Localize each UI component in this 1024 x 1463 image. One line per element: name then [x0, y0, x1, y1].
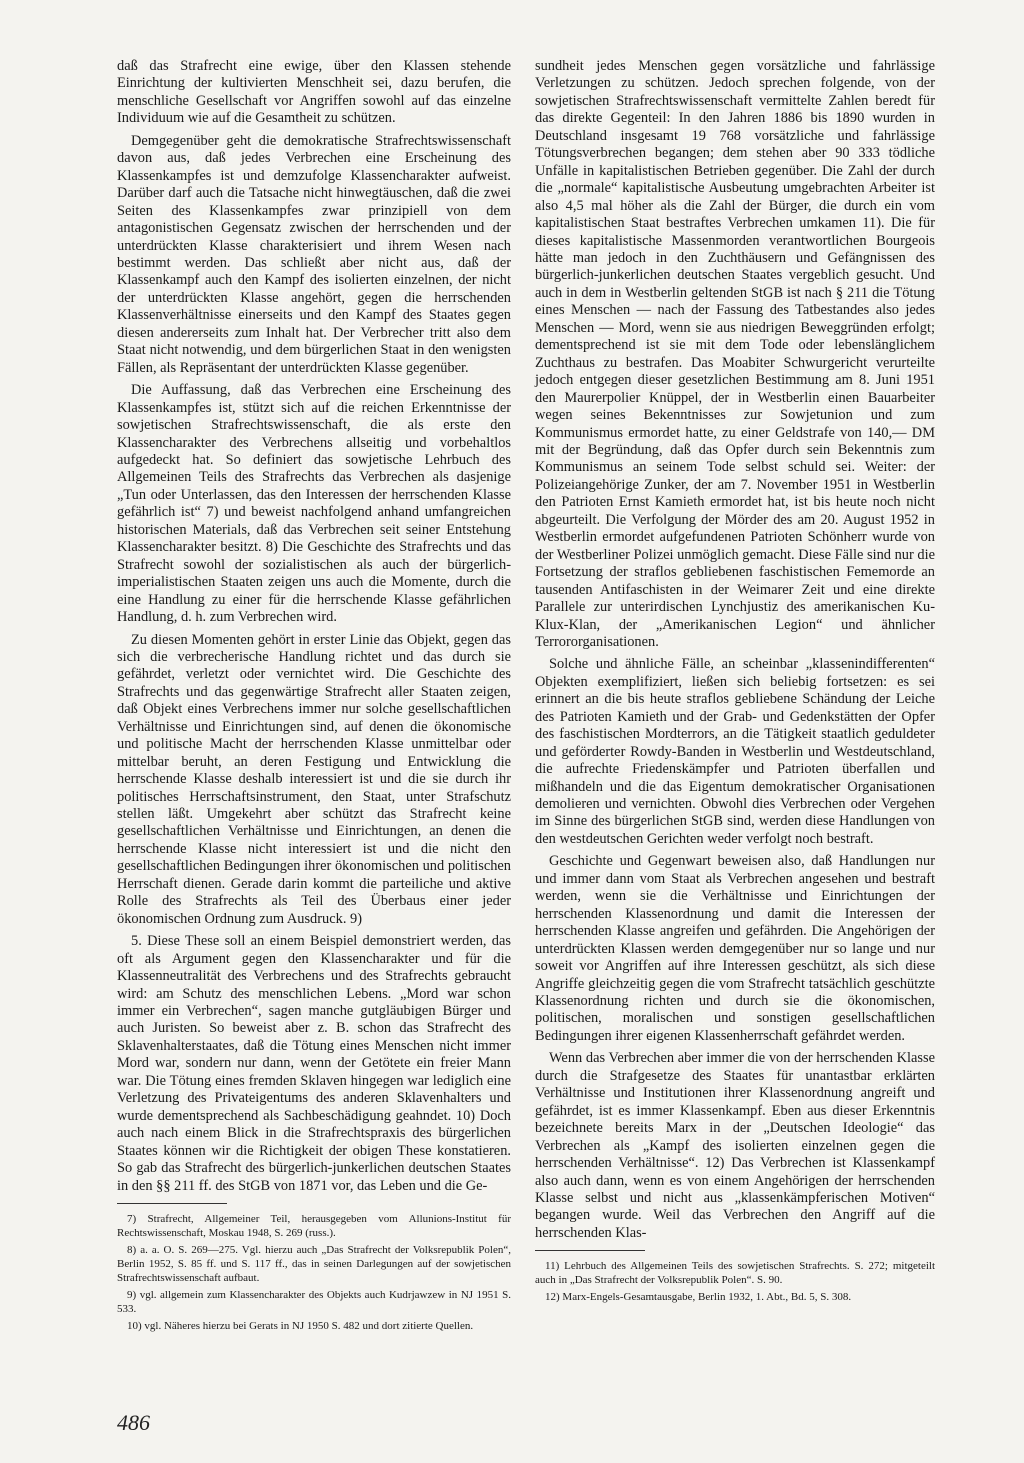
footnote: 10) vgl. Näheres hierzu bei Gerats in NJ 1950 S. 482 und dort zitierte Quellen.: [127, 1320, 474, 1332]
paragraph: Demgegenüber geht die demokratische Strafrechtswissenschaft davon aus, daß jedes Verbrechen eine Erscheinung des Klassenkampfes ist und demzufolge Klassencharakter aufweist. Darüber darf auch die Tatsache nicht hinwegtäuschen, daß die zwei Seiten des Klassenkampfes zwar prinzipiell von dem antagonistischen Gegensatz zwischen der herrschenden und der unterdrückten Klasse charakterisiert und ihrem Wesen nach bestimmt werden. Das schließt aber nicht aus, daß der Klassenkampf auch den Kampf des isolierten einzelnen, der nicht der unterdrückten Klasse angehört, gegen die herrschenden Klassenverhältnisse einerseits und den Kampf des Staates gegen diesen andererseits zum Inhalt hat. Der Verbrecher tritt also dem Staat nicht notwendig, und dem bürgerlichen Staat in den wenigsten Fällen, als Repräsentant der unterdrückten Klasse gegenüber.: [117, 132, 511, 376]
paragraph: sundheit jedes Menschen gegen vorsätzliche und fahrlässige Verletzungen zu schützen. Jedoch sprechen folgende, von der sowjetischen Strafrechtswissenschaft vermittelte Zahlen beredt für das direkte Gegenteil: In den Jahren 1886 bis 1890 wurden in Deutschland insgesamt 19 768 vorsätzliche und fahrlässige Tötungsverbrechen begangen; dem stehen aber 90 333 tödliche Unfälle in kapitalistischen Betrieben gegenüber. Die Zahl der durch die „normale“ kapitalistische Ausbeutung umgebrachten Arbeiter ist also 4,5 mal höher als die Zahl der Bürger, die durch ein vom kapitalistischen Staat bestraftes Verbrechen umkamen 11). Die für dieses kapitalistische Massenmorden verantwortlichen Bourgeois hätte man jedoch in den Zuchthäusern und Gefängnissen des bürgerlich-junkerlichen deutschen Staates vergeblich gesucht. Und auch in dem in Westberlin geltenden StGB ist nach § 211 die Tötung eines Menschen — nach der Fassung des Tatbestandes also jedes Menschen — Mord, wenn sie aus niedrigen Beweggründen erfolgt; dementsprechend ist sie mit dem Tode oder lebenslänglichem Zuchthaus zu bestrafen. Das Moabiter Schwurgericht verurteilte jedoch entgegen dieser gesetzlichen Bestimmung am 8. Juni 1951 den Maurerpolier Knüppel, der in Westberlin einen Bauarbeiter wegen seines Bekenntnisses zur Sowjetunion und zum Kommunismus ermordet hatte, zu einer Geldstrafe von 140,— DM mit der Begründung, daß das Opfer durch sein Bekenntnis zum Kommunismus an seinem Tode selbst schuld sei. Weiter: der Polizeiangehörige Zunker, der am 7. November 1951 in Westberlin den Patrioten Ernst Kamieth ermordet hat, ist bis heute noch nicht abgeurteilt. Die Verfolgung der Mörder des am 20. August 1952 in Westberlin ermordet aufgefundenen Patrioten Schönherr wurde von der Westberliner Polizei unmöglich gemacht. Diese Fälle sind nur die Fortsetzung der straflos gebliebenen faschistischen Fememorde an tausenden Antifaschisten in der Weimarer Zeit und eine direkte Parallele zur unterirdischen Lynchjustiz des amerikanischen Ku-Klux-Klan, der „Amerikanischen Legion“ und ähnlicher Terrororganisationen.: [535, 58, 935, 650]
footnote: 12) Marx-Engels-Gesamtausgabe, Berlin 1932, 1. Abt., Bd. 5, S. 308.: [545, 1291, 852, 1304]
paragraph: Wenn das Verbrechen aber immer die von der herrschenden Klasse durch die Strafgesetze des Staates für unantastbar erklärten Verhältnisse und Institutionen ihrer Klassenordnung angreift und gefährdet, ist es immer Klassenkampf. Eben aus dieser Erkenntnis bezeichnete bereits Marx in der „Deutschen Ideologie“ das Verbrechen als „Kampf des isolierten einzelnen gegen die herrschenden Verhältnisse“. 12) Das Verbrechen ist Klassenkampf also auch dann, wenn es von einem Angehörigen der herrschenden Klasse selbst und nicht aus „klassenkämpferischen Motiven“ begangen wurde. Weil das Verbrechen den Angriff auf die herrschenden Klas-: [535, 1050, 935, 1241]
paragraph: Zu diesen Momenten gehört in erster Linie das Objekt, gegen das sich die verbrecherische Handlung richtet und das durch sie gefährdet, verletzt oder vernichtet wird. Die Geschichte des Strafrechts und das gegenwärtige Strafrecht aller Staaten zeigen, daß Objekt eines Verbrechens immer nur solche gesellschaftlichen Verhältnisse und Einrichtungen sind, auf denen die ökonomische und politische Macht der herrschenden Klasse unmittelbar oder mittelbar beruht, an deren Festigung und Entwicklung die herrschende Klasse deshalb interessiert ist und die sie durch ihr politisches Herrschaftsinstrument, den Staat, unter Strafschutz stellen läßt. Umgekehrt aber schützt das Strafrecht keine gesellschaftlichen Verhältnisse und Einrichtungen, an denen die herrschende Klasse nicht interessiert ist und die nicht den gesellschaftlichen Bedingungen ihrer ökonomischen und politischen Herrschaft dienen. Gerade darin kommt die parteiliche und aktive Rolle des Strafrechts als Teil des Überbaus einer jeder ökonomischen Ordnung zum Ausdruck. 9): [117, 631, 511, 927]
footnote: 7) Strafrecht, Allgemeiner Teil, herausgegeben vom Allunions-Institut für Rechtswissenschaft, Moskau 1948, S. 269 (russ.).: [117, 1213, 511, 1239]
footnote: 9) vgl. allgemein zum Klassencharakter des Objekts auch Kudrjawzew in NJ 1951 S. 533.: [117, 1289, 511, 1315]
footnote-divider: [117, 1203, 227, 1204]
paragraph: daß das Strafrecht eine ewige, über den Klassen stehende Einrichtung der kultivierten Menschheit sei, dazu berufen, die menschliche Gesellschaft vor Angriffen sowohl auf das einzelne Individuum wie auf die Gesamtheit zu schützen.: [117, 58, 511, 127]
paragraph: 5. Diese These soll an einem Beispiel demonstriert werden, das oft als Argument gegen den Klassencharakter und für die Klassenneutralität des Verbrechens und des Strafrechts gebraucht wird: am Schutz des menschlichen Lebens. „Mord war schon immer ein Verbrechen“, sagen manche gutgläubigen Bürger und auch Juristen. So beweist aber z. B. schon das Strafrecht des Sklavenhalterstaates, daß die Tötung eines Menschen nicht immer Mord war, sondern nur dann, wenn der Getötete ein freier Mann war. Die Tötung eines fremden Sklaven hingegen war lediglich eine Verletzung des Privateigentums des anderen Sklavenhalters und wurde dementsprechend als Sachbeschädigung geahndet. 10) Doch auch nach einem Blick in die Strafrechtspraxis des bürgerlichen Staates können wir die Richtigkeit der obigen These konstatieren. So gab das Strafrecht des bürgerlich-junkerlichen deutschen Staates in den §§ 211 ff. des StGB von 1871 vor, das Leben und die Ge-: [117, 933, 511, 1194]
footnote-divider: [535, 1250, 645, 1251]
footnote: 11) Lehrbuch des Allgemeinen Teils des sowjetischen Strafrechts. S. 272; mitgeteilt auch in „Das Strafrecht der Volksrepublik Polen“. S. 90.: [535, 1260, 935, 1287]
paragraph: Geschichte und Gegenwart beweisen also, daß Handlungen nur und immer dann vom Staat als Verbrechen angesehen und bestraft werden, wenn sie die Verhältnisse und Einrichtungen der herrschenden Klassenordnung und damit die Interessen der herrschenden Klasse angreifen und gefährden. Die Angehörigen der unterdrückten Klassen werden demgegenüber nur so lange und nur soweit vor Angriffen auf ihre Interessen geschützt, als sich diese Angriffe gleichzeitig gegen die vom Strafrecht tatsächlich geschützte Klassenordnung richten und durch sie die ökonomischen, politischen, moralischen und sonstigen gesellschaftlichen Bedingungen ihrer eigenen Klassenherrschaft gefährdet werden.: [535, 853, 935, 1044]
page-number: 486: [117, 1410, 150, 1435]
footnote: 8) a. a. O. S. 269—275. Vgl. hierzu auch „Das Strafrecht der Volksrepublik Polen“, Berlin 1952, S. 85 ff. und S. 117 ff., das in seinen Darlegungen auf der sowjetischen Strafrechtswissenschaft aufbaut.: [117, 1244, 511, 1284]
paragraph: Die Auffassung, daß das Verbrechen eine Erscheinung des Klassenkampfes ist, stützt sich auf die reichen Erkenntnisse der sowjetischen Strafrechtswissenschaft, die als erste den Klassencharakter des Verbrechens allseitig und vorbehaltlos aufgedeckt hat. So definiert das sowjetische Lehrbuch des Allgemeinen Teils des Strafrechts das Verbrechen als dasjenige „Tun oder Unterlassen, das den Interessen der herrschenden Klasse gefährlich ist“ 7) und beweist nachfolgend anhand umfangreichen historischen Materials, daß das Verbrechen seit seiner Entstehung Klassencharakter besitzt. 8) Die Geschichte des Strafrechts und das Strafrecht sowohl der sozialistischen als auch der bürgerlich-imperialistischen Staaten zeigen uns auch die Momente, durch die eine Handlung zu einer für die herrschende Klasse gefährlichen Handlung, d. h. zum Verbrechen wird.: [117, 382, 511, 626]
paragraph: Solche und ähnliche Fälle, an scheinbar „klassenindifferenten“ Objekten exemplifiziert, ließen sich beliebig fortsetzen: es sei erinnert an die bis heute straflos gebliebene Schändung der Leiche des Patrioten Kamieth und der Grab- und Gedenkstätten der Opfer des faschistischen Mordterrors, an die Tätigkeit staatlich geduldeter und geförderter Rowdy-Banden in Westberlin und Westdeutschland, die aufrechte Friedenskämpfer und Patrioten überfallen und mißhandeln und die das Eigentum demokratischer Organisationen demolieren und vernichten. Obwohl dies Verbrechen oder Vergehen im Sinne des bürgerlichen StGB sind, werden diese Handlungen von den westdeutschen Gerichten weder verfolgt noch bestraft.: [535, 656, 935, 847]
left-column: [117, 58, 511, 1336]
right-column: [535, 58, 935, 1307]
